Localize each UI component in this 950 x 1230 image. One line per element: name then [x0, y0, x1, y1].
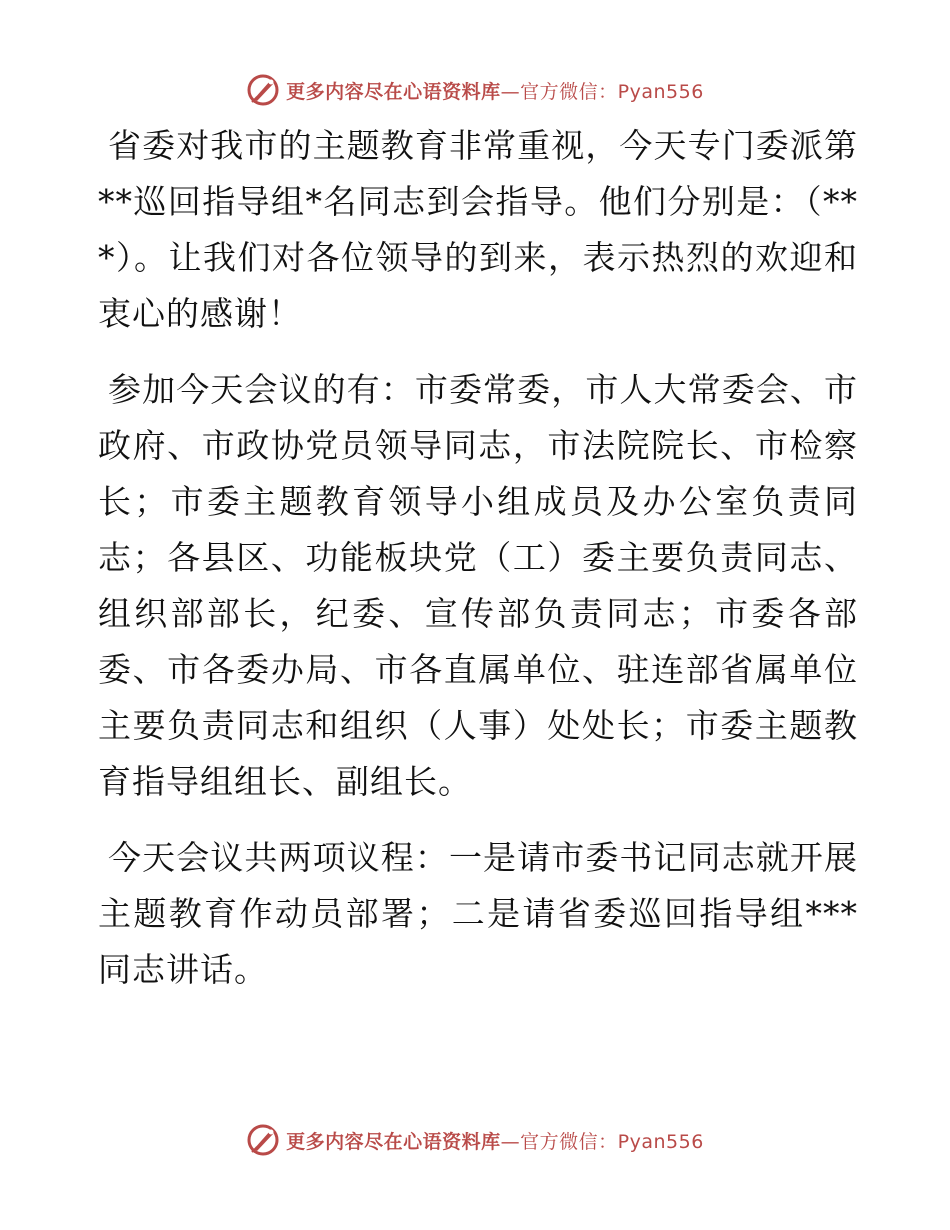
footer-banner-main: 更多内容尽在心语资料库	[286, 1130, 501, 1153]
footer-banner-sub: —官方微信：Pyan556	[500, 1130, 704, 1153]
paragraph-guests: 省委对我市的主题教育非常重视，今天专门委派第**巡回指导组*名同志到会指导。他们分别是：（***）。让我们对各位领导的到来，表示热烈的欢迎和衷心的感谢！	[98, 126, 858, 333]
header-banner	[0, 70, 950, 110]
header-banner-text	[286, 77, 704, 104]
footer-banner-text	[286, 1127, 704, 1154]
paragraph-agenda: 今天会议共两项议程：一是请市委书记同志就开展主题教育作动员部署；二是请省委巡回指导组***同志讲话。	[98, 838, 858, 989]
paragraph-attendees: 参加今天会议的有：市委常委，市人大常委会、市政府、市政协党员领导同志，市法院院长、市检察长；市委主题教育领导小组成员及办公室负责同志；各县区、功能板块党（工）委主要负责同志、组织部部长，纪委、宣传部负责同志；市委各部委、市各委办局、市各直属单位、驻连部省属单位主要负责同志和组织（人事）处处长；市委主题教育指导组组长、副组长。	[98, 370, 858, 801]
header-banner-sub: —官方微信：Pyan556	[500, 80, 704, 103]
header-banner-main: 更多内容尽在心语资料库	[286, 80, 501, 103]
footer-banner	[0, 1120, 950, 1160]
quill-logo-icon	[246, 1123, 280, 1157]
quill-logo-icon	[246, 73, 280, 107]
document-body	[98, 118, 858, 1018]
